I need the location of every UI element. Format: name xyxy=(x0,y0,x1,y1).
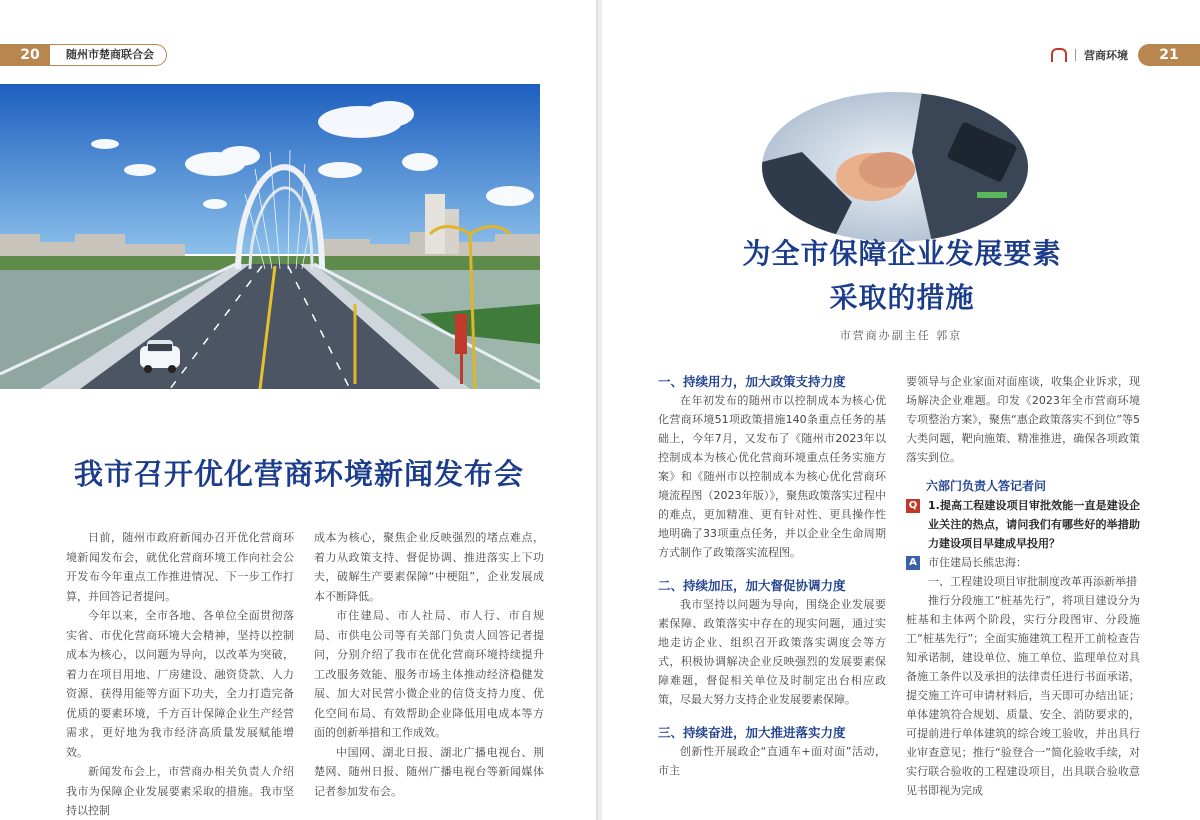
page-number-left: 20 xyxy=(0,44,60,66)
page-number-right: 21 xyxy=(1138,44,1200,66)
byline: 市营商办副主任 郭京 xyxy=(839,329,963,342)
paragraph: 在年初发布的随州市以控制成本为核心优化营商环境51项政策措施140条重点任务的基础上，今年7月，又发布了《随州市2023年以控制成本为核心优化营商环境重点任务实施方案》和《随州市以控制成本为核心优化营商环境流程图（2023年版）》，聚焦政策落实过程中的难点，更加精准、更有针对性、更具操作性地明确了33项重点任务，并以企业全生命周期方式制作了政策落实流程图。 xyxy=(658,394,886,559)
answer-subheading: 一、工程建设项目审批制度改革再添新举措 xyxy=(928,575,1137,588)
left-headline: 我市召开优化营商环境新闻发布会 xyxy=(73,457,524,491)
answer-speaker-text: 市住建局长熊忠海： xyxy=(928,556,1027,569)
section-heading-2: 二、持续加压，加大督促协调力度 xyxy=(658,578,846,593)
left-column-2 xyxy=(314,528,544,801)
paragraph: 中国网、湖北日报、湖北广播电视台、荆楚网、随州日报、随州广播电视台等新闻媒体记者参加发布会。 xyxy=(314,745,544,798)
a-badge: A xyxy=(906,556,920,570)
paragraph: 我市坚持以问题为导向，围绕企业发展要素保障、政策落实中存在的现实问题，通过实地走访企业、组织召开政策落实调度会等方式，积极协调解决企业反映强烈的发展要素保障难题，督促相关单位及时制定出台相应政策，尽最大努力支持企业发展要素保障。 xyxy=(658,598,886,706)
section-title-left: 随州市楚商联合会 xyxy=(50,44,167,66)
paragraph: 市住建局、市人社局、市人行、市自规局、市供电公司等有关部门负责人回答记者提问，分别介绍了我市在优化营商环境持续提升工改服务效能、服务市场主体推动经济稳健发展、加大对民营小微企业的信贷支持力度、优化空间布局、有效帮助企业降低用电成本等方面的创新举措和工作成效。 xyxy=(314,609,544,739)
question-text: 1.提高工程建设项目审批效能一直是建设企业关注的热点，请问我们有哪些好的举措助力建设项目早建成早投用？ xyxy=(928,499,1140,550)
right-column-1 xyxy=(658,372,886,780)
left-page-header xyxy=(0,44,172,66)
section-heading-3: 三、持续奋进，加大推进落实力度 xyxy=(658,725,846,740)
bridge-photo xyxy=(0,84,540,389)
right-page xyxy=(602,0,1200,820)
paragraph: 创新性开展政企“直通车+面对面”活动，市主 xyxy=(658,745,886,777)
paragraph: 日前，随州市政府新闻办召开优化营商环境新闻发布会，就优化营商环境工作向社会公开发布今年重点工作推进情况、下一步工作打算，并回答记者提问。 xyxy=(66,531,294,603)
right-column-2 xyxy=(906,372,1140,800)
left-page xyxy=(0,0,598,820)
paragraph: 成本为核心，聚焦企业反映强烈的堵点难点，着力从政策支持、督促协调、推进落实上下功夫，破解生产要素保障“中梗阻”，企业发展成本不断降低。 xyxy=(314,531,544,603)
paragraph: 新闻发布会上，市营商办相关负责人介绍我市为保障企业发展要素采取的措施。我市坚持以控制 xyxy=(66,765,294,817)
paragraph: 要领导与企业家面对面座谈，收集企业诉求，现场解决企业难题。印发《2023年全市营商环境专项整治方案》，聚焦“惠企政策落实不到位”等5大类问题，靶向施策、精准推进，确保各项政策落实到位。 xyxy=(906,375,1140,464)
right-headline-line2: 采取的措施 xyxy=(829,281,975,314)
q-badge: Q xyxy=(906,499,920,513)
header-divider xyxy=(1075,49,1076,61)
right-headline xyxy=(682,232,1122,320)
left-column-1 xyxy=(66,528,294,820)
handshake-photo xyxy=(762,92,1028,242)
right-page-header xyxy=(1051,44,1200,66)
question-1 xyxy=(906,496,1140,553)
paragraph: 今年以来，全市各地、各单位全面贯彻落实省、市优化营商环境大会精神，坚持以控制成本为核心，以问题为导向，以改革为突破，着力在项目用地、厂房建设、融资贷款、人力资源、获得用能等方面下功夫，全力打造完备优质的要素环境，千方百计保障企业生产经营需求，更好地为我市经济高质量发展赋能增效。 xyxy=(66,609,294,759)
right-headline-line1: 为全市保障企业发展要素 xyxy=(742,237,1062,270)
paragraph: 推行分段施工“桩基先行”，将项目建设分为桩基和主体两个阶段，实行分段图审、分段施工“桩基先行”；全面实施建筑工程开工前检查告知承诺制，建设单位、施工单位、监理单位对具备施工条件以及承担的法律责任进行书面承诺，提交施工许可申请材料后，当天即可办结出证；单体建筑符合规划、质量、安全、消防要求的，可提前进行单体建筑的综合竣工验收，并出具行业审查意见；推行“验登合一”简化验收手续，对实行联合验收的工程建设项目，出具联合验收意见书即视为完成 xyxy=(906,594,1140,797)
arch-logo-icon xyxy=(1051,48,1067,62)
qa-heading: 六部门负责人答记者问 xyxy=(926,479,1047,493)
answer-speaker xyxy=(906,553,1140,572)
section-title-right: 营商环境 xyxy=(1084,49,1128,62)
section-heading-1: 一、持续用力，加大政策支持力度 xyxy=(658,374,846,389)
